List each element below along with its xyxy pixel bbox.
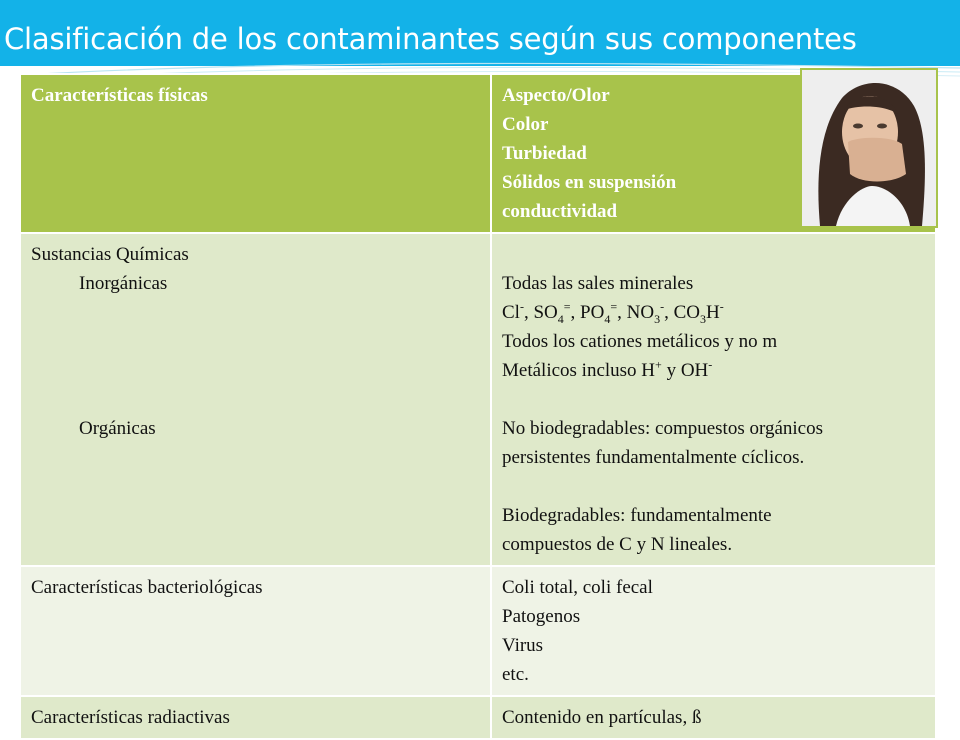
- bact-item: Virus: [502, 635, 544, 656]
- bact-right-cell: [491, 566, 936, 696]
- org-line: No biodegradables: compuestos orgánicos: [502, 418, 823, 439]
- chem-right-cell: [491, 233, 936, 566]
- header-item: Color: [502, 114, 549, 135]
- org-line: Biodegradables: fundamentalmente: [502, 505, 772, 526]
- header-left-label: Características físicas: [31, 85, 208, 106]
- header-item: Aspecto/Olor: [502, 85, 610, 106]
- radio-right-cell: [491, 696, 936, 739]
- inorg-line: Metálicos incluso H+ y OH-: [502, 357, 713, 381]
- slide-title: Clasificación de los contaminantes según sus componentes: [4, 22, 857, 56]
- radio-left-cell: [20, 696, 491, 739]
- ions-line: Cl-, $SO_4^=$, $PO_4^=$, $NO_3^-$, $CO_3H^-$: [502, 299, 724, 326]
- header-left-cell: [20, 74, 491, 233]
- radio-label: Características radiactivas: [31, 707, 230, 728]
- bact-item: Coli total, coli fecal: [502, 577, 653, 598]
- woman-covering-nose-photo: [800, 68, 938, 228]
- org-line: compuestos de C y N lineales.: [502, 534, 733, 555]
- chem-left-cell: [20, 233, 491, 566]
- inorg-line: Todas las sales minerales: [502, 273, 694, 294]
- bact-label: Características bacteriológicas: [31, 577, 263, 598]
- inorg-line: Todos los cationes metálicos y no m: [502, 331, 778, 352]
- header-item: Sólidos en suspensión: [502, 172, 677, 193]
- header-item: Turbiedad: [502, 143, 587, 164]
- table-row-bacteriological: [20, 566, 936, 696]
- table-header-row: [20, 74, 936, 233]
- radio-value: Contenido en partículas, ß: [502, 707, 702, 728]
- bact-left-cell: [20, 566, 491, 696]
- chem-inorganic-label: Inorgánicas: [79, 273, 168, 294]
- chem-organic-label: Orgánicas: [79, 418, 156, 439]
- bact-item: etc.: [502, 664, 529, 685]
- bact-item: Patogenos: [502, 606, 581, 627]
- org-line: persistentes fundamentalmente cíclicos.: [502, 447, 805, 468]
- chem-title: Sustancias Químicas: [31, 244, 189, 265]
- table-row-radioactive: [20, 696, 936, 739]
- header-item: conductividad: [502, 201, 618, 222]
- table-row-chemical: [20, 233, 936, 566]
